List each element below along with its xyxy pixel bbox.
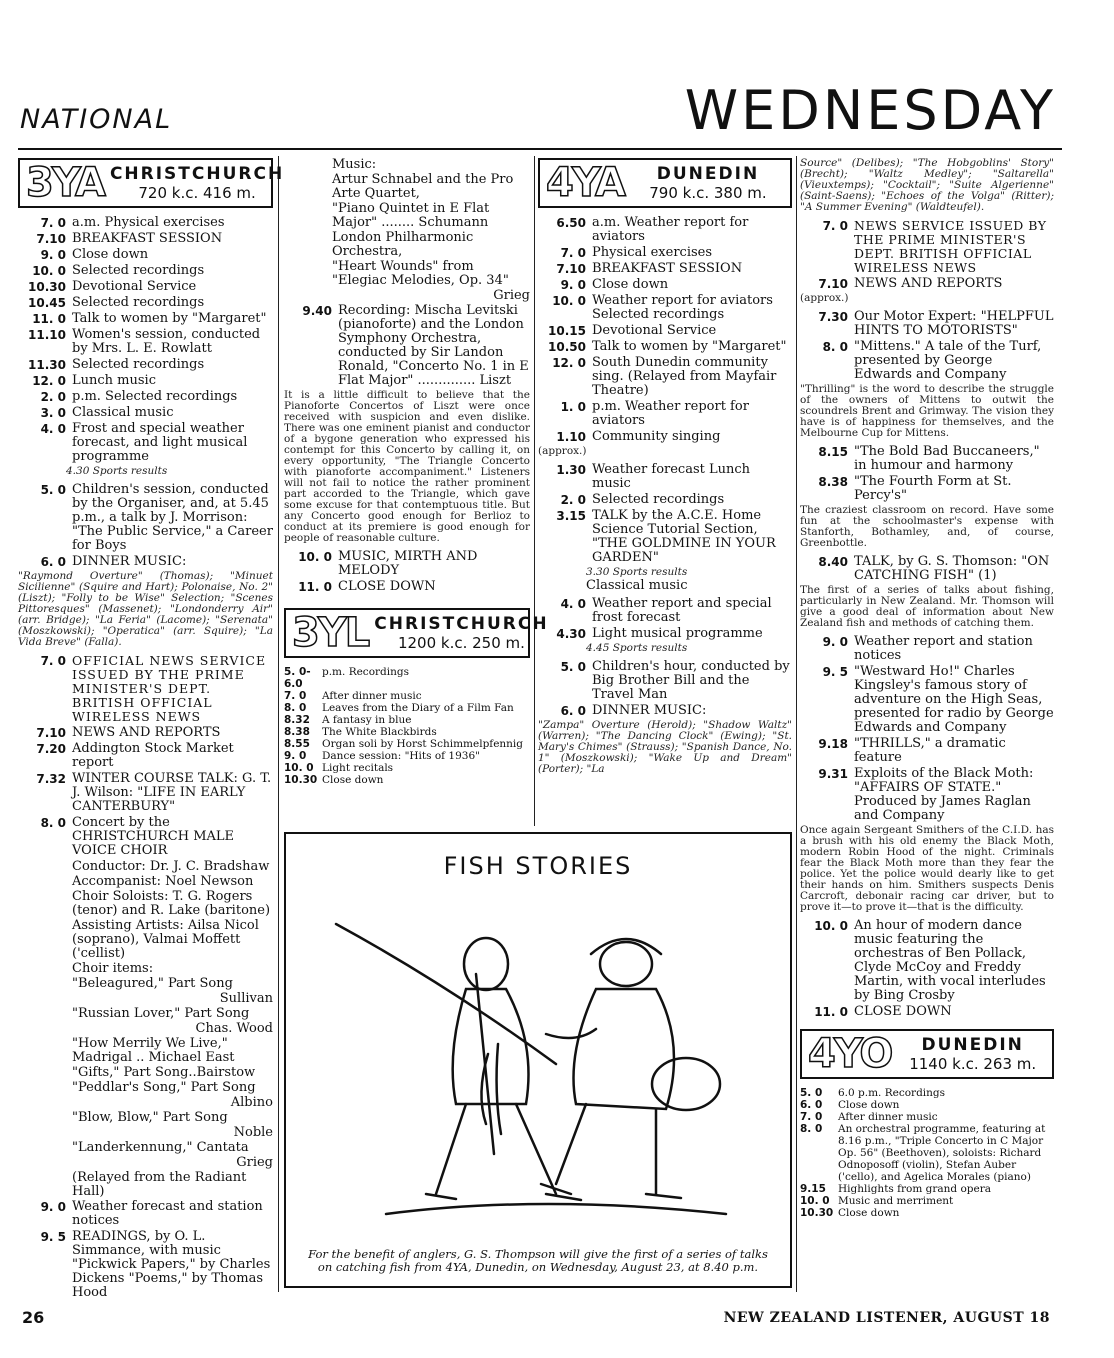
text-line: Chas. Wood [195,1021,273,1036]
dinner-music-list: "Zampa" Overture (Herold); "Shadow Waltz" (Warren); "The Dancing Clock" (Ewing); "St. Mary's Chimes" (Strauss); "Spanish Dance, No. 1" (Moszkowski); "Wake Up and Dream" (Porter); "La [538,719,792,775]
schedule-entry [18,406,273,420]
programme: Weather report and station notices [854,634,1033,663]
schedule-entry [18,742,273,770]
time: 6.50 [556,216,586,230]
schedule-entry [18,328,273,356]
programme: Close down [322,774,384,786]
time: 7.20 [36,742,66,756]
schedule-entry [800,555,1054,583]
schedule-entry-small [284,666,530,690]
time: 4. 0 [40,422,66,436]
time: 6. 0 [560,704,586,718]
programme: CLOSE DOWN [338,579,436,594]
top-rule [18,148,1062,150]
time: 10.30 [28,280,66,294]
programme: Lunch music [72,373,156,388]
text-line: (Relayed from the Radiant Hall) [72,1170,247,1199]
fishing-note: The first of a series of talks about fishing, particularly in New Zealand. Mr. Thomson will give a good deal of information about New Zealand fish and methods of catching them. [800,584,1054,629]
time: 7.10 [556,262,586,276]
text-line: "Heart Wounds" from "Elegiac Melodies, Op. 34" [332,259,509,288]
fish-stories-caption: For the benefit of anglers, G. S. Thompson will give the first of a series of talks on catching fish from 4YA, Dunedin, on Wednesday, August 23, at 8.40 p.m. [308,1247,768,1274]
time: 2. 0 [40,390,66,404]
text-line: London Philharmonic Orchestra, [332,230,474,259]
anglers-illustration-icon [326,894,756,1224]
station-banner-4ya [538,158,792,208]
schedule-entry [800,919,1054,1003]
time: 10.30 [800,1207,834,1219]
time: 11.10 [28,328,66,342]
column-divider [534,156,535,826]
schedule-entry [800,219,1054,275]
programme: Community singing [592,429,721,444]
schedule-entry [18,264,273,278]
time: 9. 0 [560,278,586,292]
programme: After dinner music [838,1111,938,1123]
text-line: Sullivan [219,991,273,1006]
column-3ya [18,158,285,1302]
programme: Selected recordings [72,357,205,372]
time: 9. 0 [822,635,848,649]
schedule-entry [18,280,273,294]
time: 11.30 [28,358,66,372]
schedule-entry [800,445,1054,473]
programme: Highlights from grand opera [838,1183,992,1195]
schedule-entry [284,304,530,388]
programme: Concert by the CHRISTCHURCH MALE VOICE CHOIR [72,815,235,858]
station-call: 4YO [808,1031,892,1077]
text-line: "Russian Lover," Part Song [72,1006,250,1021]
time: 10. 0 [284,762,314,774]
time: 5. 0-6.0 [284,666,311,690]
schedule-entry-small [284,750,530,762]
time: 8.40 [818,555,848,569]
time: 9. 0 [40,1200,66,1214]
programme: Close down [838,1099,900,1111]
schedule-entry-small [284,738,530,750]
time: 7.10 [36,726,66,740]
programme: "Mittens." A tale of the Turf, presented by George Edwards and Company [854,339,1042,382]
time: 8.38 [284,726,310,738]
time: 10. 0 [800,1195,830,1207]
time: 1.10 [556,430,586,444]
time: 8.15 [818,445,848,459]
time: 10. 0 [298,550,332,564]
black-moth-note: Once again Sergeant Smithers of the C.I.D. has a brush with his old enemy the Black Moth, modern Robin Hood of the night. Criminals fear the Black Moth more than they fear the police. Yet the police would dearly like to get their hands on him. Smithers suspects Denis Carcroft, debonair racing car driver, but to prove it—to prove it—that is the difficulty. [800,824,1054,913]
station-city: CHRISTCHURCH [374,614,549,634]
time: 11. 0 [814,1005,848,1019]
station-frequency: 1200 k.c. 250 m. [397,634,525,652]
programme: NEWS AND REPORTS [72,725,221,740]
time: 9. 0 [40,248,66,262]
programme: Music and merriment [838,1195,954,1207]
text-line: "Peddlar's Song," Part Song [72,1080,256,1095]
time: 1. 0 [560,400,586,414]
station-call: 3YA [26,160,104,206]
programme: a.m. Physical exercises [72,215,225,230]
schedule-entry [18,726,273,740]
time: 9.18 [818,737,848,751]
time: 5. 0 [560,660,586,674]
schedule-entry [800,635,1054,663]
section-label: NATIONAL [20,104,173,135]
column-divider [796,156,797,1292]
time: 7.10 [818,277,848,291]
schedule-entry-small [284,726,530,738]
schedule-entry-small [284,762,530,774]
mittens-note: "Thrilling" is the word to describe the struggle of the owners of Mittens to outwit the scoundrels Brent and Grimway. The vision they have is of happiness for themselves, and the Melbourne Cup for Mittens. [800,383,1054,439]
text-line: "Piano Quintet in E Flat Major" ........ Schumann [332,201,490,230]
schedule-entry-small [284,714,530,726]
schedule-entry [18,248,273,262]
column-4ya-cont [800,158,1054,1219]
time: 10.15 [548,324,586,338]
programme: Close down [592,277,669,292]
schedule-entry [800,475,1054,503]
dinner-music-list: "Raymond Overture" (Thomas); "Minuet Sicilienne" (Squire and Hart); Polonaise, No. 2" (Liszt); "Folly to be Wise" Selection; "Scenes Pittoresques" (Massenet); "Londonderry Air" (arr. Bridge); "La Feria" (Lacome); "Serenata" (Moszkowski); "Operatica" (arr. Squire); "La Vida Breve" (Falla). [18,570,273,648]
programme: 6.0 p.m. Recordings [838,1087,946,1099]
schedule-entry [800,277,1054,291]
programme: Women's session, conducted by Mrs. L. E. Rowlatt [72,327,261,356]
programme: "THRILLS," a dramatic feature [854,736,1006,765]
text-line: Grieg [236,1155,273,1170]
time: 8. 0 [800,1123,823,1135]
programme: DINNER MUSIC: [72,554,187,569]
text-line: Choir items: [72,961,154,976]
programme: READINGS, by O. L. Simmance, with music "Pickwick Papers," by Charles Dickens "Poems," by Thomas Hood [72,1229,271,1300]
programme: Our Motor Expert: "HELPFUL HINTS TO MOTORISTS" [854,309,1054,338]
time: 9.31 [818,767,848,781]
news-service: OFFICIAL NEWS SERVICE ISSUED BY THE PRIME MINISTER'S DEPT. BRITISH OFFICIAL WIRELESS NEWS [72,653,267,724]
programme: Light musical programme [592,626,763,641]
schedule-entry-small [800,1087,1054,1099]
sports-results: 4.45 Sports results [586,642,688,654]
time: 10. 0 [32,264,66,278]
time: 11. 0 [32,312,66,326]
programme: "The Bold Bad Buccaneers," in humour and harmony [854,444,1040,473]
text-line: Albino [230,1095,273,1110]
approx-label: (approx.) [800,292,849,304]
schedule-entry [538,400,792,428]
sports-results: 4.30 Sports results [66,465,168,477]
sports-results: 3.30 Sports results [586,566,688,578]
station-banner-3ya [18,158,285,208]
time: 5. 0 [40,483,66,497]
schedule-entry [800,767,1054,823]
time: 7.32 [36,772,66,786]
text-line: "Gifts," Part Song..Bairstow [72,1065,256,1080]
programme: BREAKFAST SESSION [72,231,223,246]
masthead: NEW ZEALAND LISTENER, AUGUST 18 [723,1310,1050,1326]
programme: The White Blackbirds [322,726,437,738]
time: 4. 0 [560,597,586,611]
schedule-entry-small [800,1183,1054,1195]
schedule-entry-small [284,702,530,714]
station-frequency: 1140 k.c. 263 m. [909,1055,1037,1073]
schedule-entry [18,358,273,372]
station-call: 3YL [292,610,369,656]
time: 7. 0 [822,219,848,233]
schedule-entry [538,216,792,244]
programme: WINTER COURSE TALK: G. T. J. Wilson: "LIFE IN EARLY CANTERBURY" [72,771,272,814]
schedule-entry-small [800,1123,1054,1183]
schedule-entry [538,509,792,565]
schedule-entry-small [284,690,530,702]
time: 8.38 [818,475,848,489]
schedule-entry [18,390,273,404]
programme: TALK by the A.C.E. Home Science Tutorial Section, "THE GOLDMINE IN YOUR GARDEN" [592,508,776,565]
time: 7. 0 [560,246,586,260]
programme: Talk to women by "Margaret" [592,339,787,354]
schedule-entry [800,310,1054,338]
programme: South Dunedin community sing. (Relayed from Mayfair Theatre) [592,355,777,398]
schedule-entry [18,312,273,326]
programme: Weather forecast and station notices [72,1199,263,1228]
schedule-entry [538,324,792,338]
programme: p.m. Weather report for aviators [592,399,749,428]
schedule-entry [538,294,792,322]
programme: TALK, by G. S. Thomson: "ON CATCHING FISH" (1) [854,554,1050,583]
dinner-music-cont: Source" (Delibes); "The Hobgoblins' Story" (Brecht); "Waltz Medley"; "Saltarella" (Vieuxtemps); "Cocktail"; "Suite Algerienne" (Saint-Saens); "Echoes of the Volga" (Ritter); "A Summer Evening" (Waldteufel). [800,157,1054,213]
time: 8. 0 [40,816,66,830]
time: 1.30 [556,463,586,477]
text-line: Music: [332,157,377,172]
schedule-entry [18,654,273,724]
programme: a.m. Weather report for aviators [592,215,749,244]
programme: Talk to women by "Margaret" [72,311,267,326]
schedule-entry [538,463,792,491]
programme: "Westward Ho!" Charles Kingsley's famous story of adventure on the High Seas, presented for radio by George Edwards and Company [854,664,1054,735]
station-city: DUNEDIN [656,164,760,184]
station-frequency: 720 k.c. 416 m. [138,184,256,202]
station-city: DUNEDIN [921,1035,1024,1055]
time: 6. 0 [800,1099,823,1111]
text-line: "Landerkennung," Cantata [72,1140,249,1155]
schedule-entry [538,627,792,641]
programme: "The Fourth Form at St. Percy's" [854,474,1012,503]
programme: Leaves from the Diary of a Film Fan [322,702,514,714]
schedule-entry [18,232,273,246]
schedule-entry-small [800,1195,1054,1207]
time: 9. 0 [284,750,307,762]
text-line: "How Merrily We Live," Madrigal .. Michael East [72,1036,235,1065]
column-divider [278,156,279,1292]
text-line: Choir Soloists: T. G. Rogers (tenor) and R. Lake (baritone) [72,889,271,918]
news-service: NEWS SERVICE ISSUED BY THE PRIME MINISTER'S DEPT. BRITISH OFFICIAL WIRELESS NEWS [854,218,1047,275]
text-line: Noble [233,1125,273,1140]
programme: After dinner music [322,690,422,702]
time: 9. 5 [822,665,848,679]
time: 12. 0 [32,374,66,388]
time: 3. 0 [40,406,66,420]
text-line: Accompanist: Noel Newson [72,874,254,889]
schedule-entry [18,816,273,858]
time: 6. 0 [40,555,66,569]
percy-note: The craziest classroom on record. Have some fun at the schoolmaster's expense with Stanforth, Bothamley, and, of course, Greenbottle. [800,504,1054,549]
programme: Frost and special weather forecast, and light musical programme [72,421,248,464]
text-line: Conductor: Dr. J. C. Bradshaw [72,859,270,874]
text-line: Assisting Artists: Ailsa Nicol (soprano), Valmai Moffett ('cellist) [72,918,259,961]
column-4ya [538,158,792,781]
time: 10. 0 [552,294,586,308]
programme: A fantasy in blue [322,714,412,726]
schedule-entry [538,246,792,260]
schedule-entry-small [800,1207,1054,1219]
schedule-entry [18,1200,273,1228]
programme: Physical exercises [592,245,713,260]
programme: Children's session, conducted by the Organiser, and, at 5.45 p.m., a talk by J. Morrison: "The Public Service," a Career for Boys [72,482,273,553]
schedule-entry [538,356,792,398]
time: 7. 0 [40,216,66,230]
time: 8. 0 [284,702,307,714]
time: 8.32 [284,714,310,726]
schedule-entry [284,580,530,594]
programme: Weather report for aviators Selected recordings [592,293,773,322]
schedule-entry [538,262,792,276]
schedule-entry [538,430,792,444]
programme: Dance session: "Hits of 1936" [322,750,480,762]
time: 7.10 [36,232,66,246]
schedule-entry [800,665,1054,735]
schedule-entry [18,1230,273,1300]
time: 9.15 [800,1183,826,1195]
time: 9.40 [302,304,332,318]
time: 11. 0 [298,580,332,594]
time: 9. 5 [40,1230,66,1244]
programme: Children's hour, conducted by Big Brother Bill and the Travel Man [592,659,790,702]
schedule-entry [18,483,273,553]
programme: NEWS AND REPORTS [854,276,1003,291]
page-number: 26 [22,1308,45,1327]
schedule-entry [538,493,792,507]
programme: Devotional Service [592,323,717,338]
text-line: "Beleagured," Part Song [72,976,233,991]
station-banner-3yl [284,608,549,658]
schedule-entry [538,597,792,625]
programme: Weather report and special frost forecast [592,596,772,625]
time: 10.50 [548,340,586,354]
fish-stories-box [284,832,792,1288]
schedule-entry [800,1005,1054,1019]
time: 12. 0 [552,356,586,370]
time: 2. 0 [560,493,586,507]
time: 10. 0 [814,919,848,933]
schedule-entry [538,340,792,354]
schedule-entry [18,374,273,388]
programme: p.m. Recordings [322,666,409,678]
station-banner-4yo [800,1029,1054,1079]
time: 7. 0 [284,690,307,702]
programme: Weather forecast Lunch music [592,462,751,491]
schedule-entry [18,296,273,310]
schedule-entry-small [800,1099,1054,1111]
time: 3.15 [556,509,586,523]
time: 8. 0 [822,340,848,354]
programme: Light recitals [322,762,394,774]
day-heading: WEDNESDAY [684,79,1056,142]
programme: Organ soli by Horst Schimmelpfennig [322,738,524,750]
programme: Devotional Service [72,279,197,294]
programme: Close down [838,1207,900,1219]
schedule-entry-small [284,774,530,786]
approx-label: (approx.) [538,445,587,457]
schedule-entry [18,772,273,814]
programme: Selected recordings [72,263,205,278]
classical-music: Classical music [586,578,688,593]
time: 8.55 [284,738,310,750]
programme: Close down [72,247,149,262]
programme: Exploits of the Black Moth: "AFFAIRS OF STATE." Produced by James Raglan and Company [854,766,1034,823]
programme: p.m. Selected recordings [72,389,238,404]
schedule-entry [284,550,530,578]
schedule-entry-small [800,1111,1054,1123]
schedule-entry [538,704,792,718]
programme: BREAKFAST SESSION [592,261,743,276]
time: 7.30 [818,310,848,324]
time: 5. 0 [800,1087,823,1099]
time: 7. 0 [800,1111,823,1123]
programme: Classical music [72,405,174,420]
schedule-entry [18,555,273,569]
text-line: Grieg [493,288,530,303]
programme: Selected recordings [592,492,725,507]
schedule-entry [538,278,792,292]
station-call: 4YA [546,160,624,206]
text-line: Artur Schnabel and the Pro Arte Quartet, [332,172,514,201]
time: 4.30 [556,627,586,641]
schedule-entry [538,660,792,702]
programme: An hour of modern dance music featuring the orchestras of Ben Pollack, Clyde McCoy and Freddy Martin, with vocal interludes by Bing Crosby [854,918,1046,1003]
fish-stories-title: FISH STORIES [443,852,633,880]
schedule-entry [18,216,273,230]
schedule-entry [800,340,1054,382]
liszt-note: It is a little difficult to believe that the Pianoforte Concertos of Liszt were once received with suspicion and even dislike. There was one eminent pianist and conductor of a bygone generation who expressed his contempt for this Concerto by calling it, on every opportunity, "The Triangle Concerto with pianoforte accompaniment." Listeners will not fail to notice the rather prominent part accorded to the Triangle, which gave some excuse for that contemptuous title. But any Concerto good enough for Berlioz to conduct at its premiere is good enough for people of reasonable culture. [284,389,530,544]
time: 10.45 [28,296,66,310]
recording-description: Recording: Mischa Levitski (pianoforte) and the London Symphony Orchestra, conducted by Sir Landon Ronald, "Concerto No. 1 in E Flat Major" .............. Liszt [338,303,529,388]
station-frequency: 790 k.c. 380 m. [649,184,767,202]
schedule-entry [800,737,1054,765]
time: 7. 0 [40,654,66,668]
programme: An orchestral programme, featuring at 8.16 p.m., "Triple Concerto in C Major Op. 56" (Beethoven), soloists: Richard Odnoposoff (violin), Stefan Auber ('cello), and Agelica Morales (piano) [838,1123,1046,1183]
programme: Addington Stock Market report [72,741,234,770]
text-line: "Blow, Blow," Part Song [72,1110,228,1125]
station-city: CHRISTCHURCH [109,164,285,184]
time: 10.30 [284,774,318,786]
programme: CLOSE DOWN [854,1004,952,1019]
column-3ya-cont [284,157,549,786]
programme: MUSIC, MIRTH AND MELODY [338,549,478,578]
programme: DINNER MUSIC: [592,703,707,718]
programme: Selected recordings [72,295,205,310]
schedule-entry [18,422,273,464]
